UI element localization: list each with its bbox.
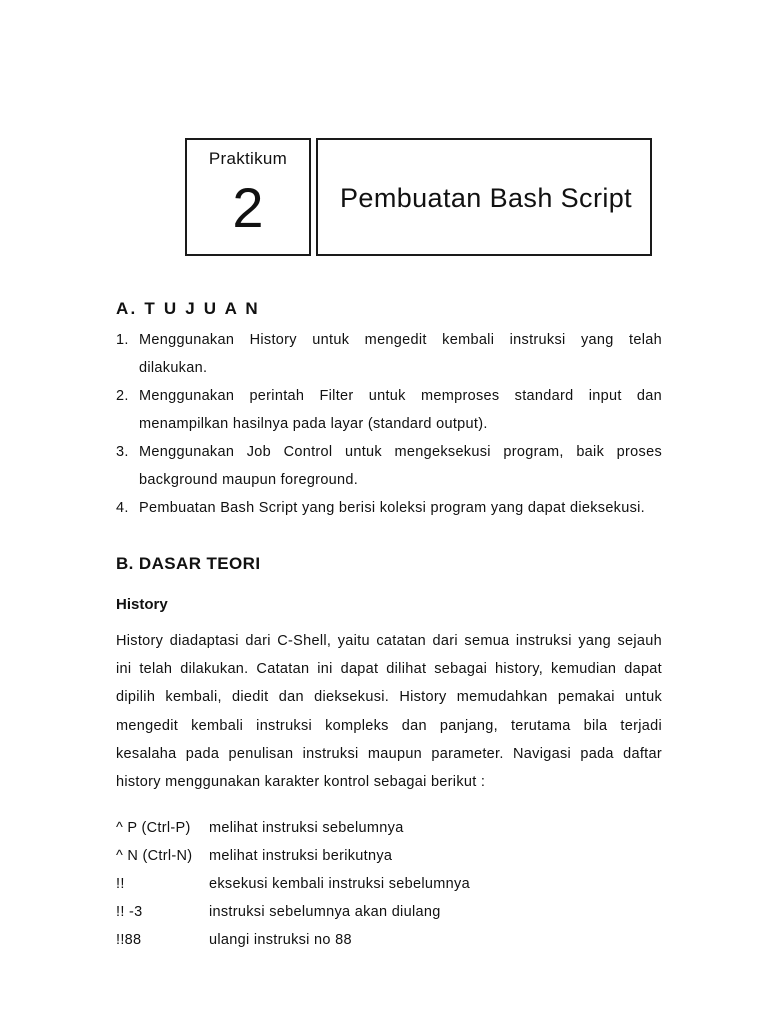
paragraph-line: History diadaptasi dari C-Shell, yaitu catatan dari semua instruksi yang sejauh	[116, 633, 662, 649]
list-item-number: 1.	[116, 332, 129, 348]
list-item-text: Pembuatan Bash Script yang berisi koleksi program yang dapat dieksekusi.	[139, 500, 645, 516]
list-item-text: Menggunakan Job Control untuk mengeksekusi program, baik proses	[139, 444, 662, 460]
page-title: Pembuatan Bash Script	[340, 183, 633, 213]
section-a-heading: A. T U J U A N	[116, 299, 260, 318]
control-key: !!88	[116, 932, 142, 948]
control-row	[116, 927, 470, 955]
list-item	[116, 494, 662, 522]
list-item-text-continued: dilakukan.	[139, 360, 208, 376]
list-item	[116, 438, 662, 494]
paragraph-line: mengedit kembali instruksi kompleks dan panjang, terutama bila terjadi	[116, 717, 662, 734]
list-item	[116, 326, 662, 382]
paragraph-line: dipilih kembali, diedit dan dieksekusi. History memudahkan pemakai untuk	[116, 689, 662, 706]
history-paragraph	[116, 627, 662, 796]
paragraph-line: history menggunakan karakter kontrol sebagai berikut :	[116, 774, 486, 791]
control-description: ulangi instruksi no 88	[209, 932, 352, 948]
control-key: ^ P (Ctrl-P)	[116, 820, 191, 836]
list-item-text: Menggunakan perintah Filter untuk memproses standard input dan	[139, 388, 662, 404]
control-key: !! -3	[116, 904, 143, 920]
control-description: instruksi sebelumnya akan diulang	[209, 904, 441, 920]
control-key: ^ N (Ctrl-N)	[116, 848, 193, 864]
title-box	[316, 138, 652, 256]
paragraph-line: ini telah dilakukan. Catatan ini dapat dilihat sebagai history, kemudian dapat	[116, 661, 662, 678]
control-key: !!	[116, 876, 125, 892]
list-item-text-continued: menampilkan hasilnya pada layar (standard output).	[139, 416, 488, 432]
control-row	[116, 871, 470, 899]
objectives-list	[116, 326, 662, 522]
control-row	[116, 843, 470, 871]
list-item-text: Menggunakan History untuk mengedit kembali instruksi yang telah	[139, 332, 662, 348]
list-item	[116, 382, 662, 438]
list-item-number: 3.	[116, 444, 129, 460]
list-item-number: 4.	[116, 500, 129, 516]
praktikum-label: Praktikum	[208, 149, 288, 168]
paragraph-line: kesalaha pada penulisan instruksi maupun parameter. Navigasi pada daftar	[116, 745, 662, 762]
control-keys-table	[116, 815, 470, 955]
praktikum-box	[185, 138, 311, 256]
control-description: eksekusi kembali instruksi sebelumnya	[209, 876, 470, 892]
control-row	[116, 815, 470, 843]
section-b-heading: B. DASAR TEORI	[116, 554, 261, 573]
praktikum-number: 2	[232, 176, 264, 239]
control-description: melihat instruksi berikutnya	[209, 848, 393, 864]
list-item-number: 2.	[116, 388, 129, 404]
control-description: melihat instruksi sebelumnya	[209, 820, 404, 836]
history-subheading: History	[116, 596, 168, 613]
list-item-text-continued: background maupun foreground.	[139, 472, 359, 488]
control-row	[116, 899, 470, 927]
